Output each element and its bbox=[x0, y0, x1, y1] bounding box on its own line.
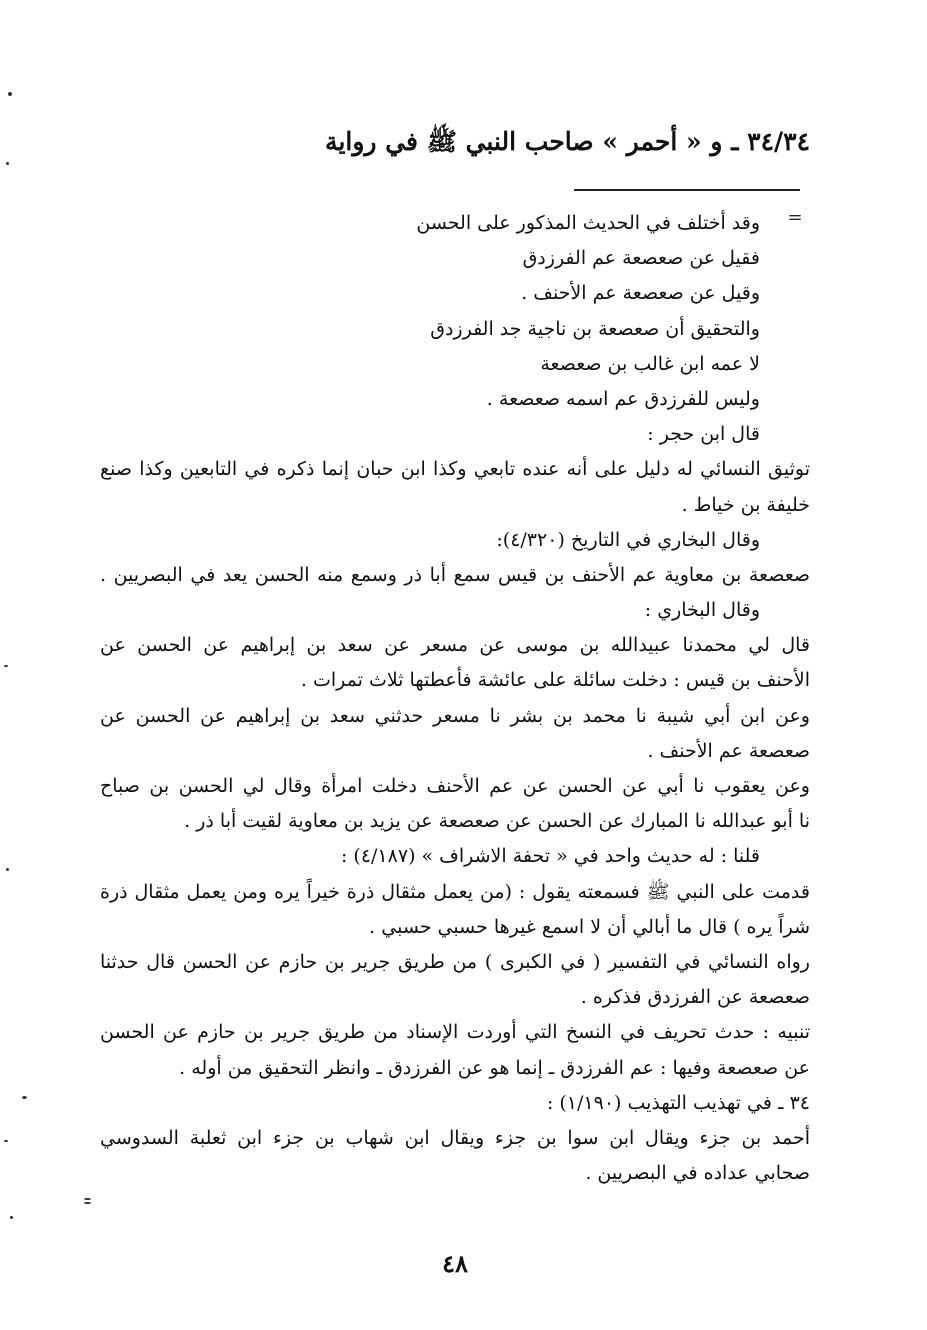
text-line: توثيق النسائي له دليل على أنه عنده تابعي وكذا ابن حبان إنما ذكره في التابعين وكذا صنع bbox=[100, 458, 810, 481]
text-line: قلنا : له حديث واحد في « تحفة الاشراف » (٤/١٨٧) : bbox=[340, 845, 760, 868]
text-line: وعن يعقوب نا أبي عن الحسن عن عم الأحنف دخلت امرأة وقال لي الحسن بن صباح bbox=[100, 775, 810, 797]
text-line: قال ابن حجر : bbox=[647, 423, 760, 446]
heading-rule bbox=[574, 189, 800, 191]
body-text bbox=[100, 206, 810, 1191]
scan-speck bbox=[10, 1216, 13, 1219]
text-line: وقيل عن صعصعة عم الأحنف . bbox=[521, 282, 760, 305]
scan-speck bbox=[84, 1198, 91, 1200]
text-line: صعصعة عن الفرزدق فذكره . bbox=[580, 986, 810, 1009]
text-line: وقد أختلف في الحديث المذكور على الحسن bbox=[416, 212, 760, 234]
text-line: رواه النسائي في التفسير ( في الكبرى ) من طريق جرير بن حازم عن الحسن قال حدثنا bbox=[100, 950, 810, 973]
text-line: قال لي محمدنا عبيدالله بن موسى عن مسعر عن سعد بن إبراهيم عن الحسن عن bbox=[100, 634, 810, 657]
scan-speck bbox=[6, 868, 9, 871]
text-line: وليس للفرزدق عم اسمه صعصعة . bbox=[486, 387, 760, 410]
text-line: فقيل عن صعصعة عم الفرزدق bbox=[522, 247, 760, 270]
text-line: صحابي عداده في البصريين . bbox=[585, 1162, 810, 1185]
text-line: أحمد بن جزء ويقال ابن سوا بن جزء ويقال ابن شهاب بن جزء ابن ثعلبة السدوسي bbox=[100, 1126, 810, 1149]
entry-heading: ٣٤/٣٤ ـ و « أحمر » صاحب النبي ﷺ في رواية bbox=[325, 127, 810, 156]
text-line: الأحنف بن قيس : دخلت سائلة على عائشة فأعطتها ثلاث تمرات . bbox=[300, 669, 810, 692]
text-line: صعصعة عم الأحنف . bbox=[647, 739, 810, 762]
text-line: شراً يره ) قال ما أبالي أن لا اسمع غيرها حسبي حسبي . bbox=[369, 915, 810, 938]
text-line: صعصعة بن معاوية عم الأحنف بن قيس سمع أبا ذر وسمع منه الحسن يعد في البصريين . bbox=[100, 563, 810, 586]
text-line: خليفة بن خياط . bbox=[681, 493, 810, 516]
scan-speck bbox=[8, 92, 12, 96]
page-number: ٤٨ bbox=[442, 1249, 468, 1278]
text-line: نا أبو عبدالله نا المبارك عن الحسن عن صعصعة عن يزيد بن معاوية لقيت أبا ذر . bbox=[184, 810, 810, 833]
text-line: عن صعصعة وفيها : عم الفرزدق ـ إنما هو عن الفرزدق ـ وانظر التحقيق من أوله . bbox=[179, 1056, 810, 1079]
scan-speck bbox=[6, 162, 9, 165]
text-line: وقال البخاري في التاريخ (٤/٣٢٠): bbox=[496, 528, 760, 551]
text-line: لا عمه ابن غالب بن صعصعة bbox=[540, 352, 760, 375]
scan-speck bbox=[4, 665, 8, 667]
continuation-marker: = bbox=[787, 207, 803, 228]
text-line: قدمت على النبي ﷺ فسمعته يقول : (من يعمل مثقال ذرة خيراً يره ومن يعمل مثقال ذرة bbox=[100, 880, 810, 903]
text-line: ٣٤ ـ في تهذيب التهذيب (١/١٩٠) : bbox=[546, 1091, 810, 1114]
scan-speck bbox=[4, 1140, 8, 1142]
scan-speck bbox=[84, 1202, 91, 1204]
text-line: وعن ابن أبي شيبة نا محمد بن بشر نا مسعر حدثني سعد بن إبراهيم عن الحسن عن bbox=[100, 704, 810, 727]
text-line: والتحقيق أن صعصعة بن ناجية جد الفرزدق bbox=[430, 317, 760, 340]
text-line: وقال البخاري : bbox=[644, 599, 760, 622]
text-line: تنبيه : حدث تحريف في النسخ التي أوردت الإسناد من طريق جرير بن حازم عن الحسن bbox=[100, 1021, 810, 1044]
scan-speck bbox=[22, 1096, 27, 1099]
